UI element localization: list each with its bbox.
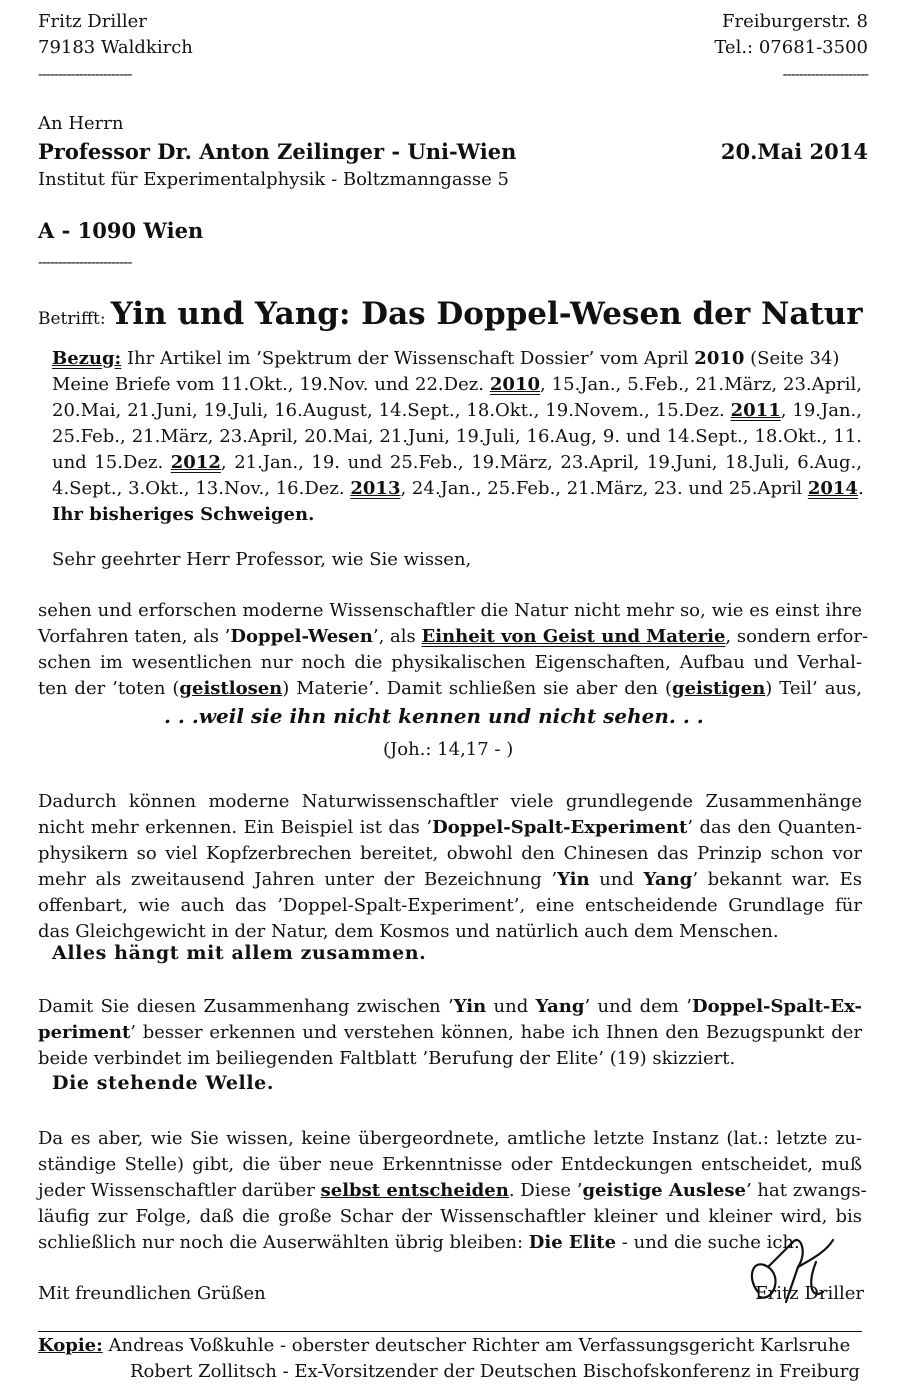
reference-line-2 (52, 373, 862, 397)
text: ) Teil’ aus, (765, 678, 863, 699)
text: und (589, 869, 644, 890)
bold-term: Yin (557, 869, 590, 890)
bold-term: Yin (453, 996, 487, 1017)
text: ’ das den Quanten- (687, 817, 862, 838)
text: ’ und dem ’ (584, 996, 692, 1017)
reference-text: , 19.Jan., (780, 400, 862, 421)
headline-alles: Alles hängt mit allem zusammen. (52, 942, 427, 964)
para2-line-1: Dadurch können moderne Naturwissenschaftler viele grundlegende Zusammenhänge (38, 791, 862, 812)
para1-line-2 (38, 625, 869, 649)
closing: Mit freundlichen Grüßen (38, 1283, 266, 1304)
text: jeder Wissenschaftler darüber (38, 1180, 321, 1201)
underlined-term: geistigen (672, 678, 766, 699)
reference-text: , 24.Jan., 25.Feb., 21.März, 23. und 25.April (400, 478, 808, 499)
sender-dash-right: --------------------- (782, 65, 868, 83)
bible-quote: . . .weil sie ihn nicht kennen und nicht sehen. . . (164, 704, 704, 728)
para2-line-2 (38, 816, 862, 840)
recipient-dash: ----------------------- (38, 253, 132, 271)
letter-date: 20.Mai 2014 (720, 139, 868, 164)
para2-line-3: physikern so viel Kopfzerbrechen bereitet, obwohl den Chinesen das Prinzip schon vor (38, 843, 862, 864)
para1-line-4 (38, 677, 862, 701)
text: ’ bekannt war. Es (692, 869, 863, 890)
reference-text: 20.Mai, 21.Juni, 19.Juli, 16.August, 14.Sept., 18.Okt., 19.Novem., 15.Dez. (52, 400, 731, 421)
para4-line-3 (38, 1179, 867, 1203)
headline-welle: Die stehende Welle. (52, 1072, 275, 1094)
text: ten der ’toten ( (38, 678, 180, 699)
para4-line-1: Da es aber, wie Sie wissen, keine übergeordnete, amtliche letzte Instanz (lat.: letzte zu- (38, 1128, 862, 1149)
text: ) Materie’. Damit schließen sie aber den ( (282, 678, 672, 699)
text: Damit Sie diesen Zusammenhang zwischen ’ (38, 996, 454, 1017)
copy-recipient-1: Andreas Voßkuhle - oberster deutscher Richter am Verfassungsgericht Karlsruhe (102, 1335, 851, 1356)
sender-city: 79183 Waldkirch (38, 37, 193, 58)
para1-line-1: sehen und erforschen moderne Wissenschaftler die Natur nicht mehr so, wie es einst ihre (38, 600, 862, 621)
para2-line-5: offenbart, wie auch das ’Doppel-Spalt-Experiment’, eine entscheidende Grundlage für (38, 895, 862, 916)
year-underlined: 2010 (489, 374, 540, 395)
text: schließlich nur noch die Auserwählten übrig bleiben: (38, 1232, 529, 1253)
reference-label: Bezug: (52, 348, 122, 369)
reference-page: (Seite 34) (744, 348, 840, 369)
reference-line-5 (52, 451, 862, 475)
underlined-term: selbst entscheiden (320, 1180, 509, 1201)
bible-reference: (Joh.: 14,17 - ) (383, 739, 514, 760)
reference-line-6 (52, 477, 862, 501)
para3-line-1 (38, 995, 862, 1019)
reference-line-1 (52, 347, 862, 371)
para4-line-4: läufig zur Folge, daß die große Schar der Wissenschaftler kleiner und kleiner wird, bis (38, 1206, 862, 1227)
bold-term: Doppel-Spalt-Ex- (691, 996, 863, 1017)
year-underlined: 2011 (730, 400, 781, 421)
text: ’, als (372, 626, 422, 647)
text: Vorfahren taten, als ’ (38, 626, 231, 647)
bold-term: Doppel-Spalt-Experiment (432, 817, 688, 838)
signature-name: Fritz Driller (755, 1283, 864, 1304)
subject-lead: Betrifft: (38, 309, 106, 329)
sender-phone: Tel.: 07681-3500 (714, 37, 868, 58)
underlined-term: geistlosen (179, 678, 283, 699)
text: nicht mehr erkennen. Ein Beispiel ist das ’ (38, 817, 433, 838)
reference-text: , 15.Jan., 5.Feb., 21.März, 23.April, (540, 374, 862, 395)
reference-text: . (857, 478, 864, 499)
reference-text: Meine Briefe vom 11.Okt., 19.Nov. und 22.Dez. (52, 374, 490, 395)
sender-name: Fritz Driller (38, 11, 147, 32)
text: ’ besser erkennen und verstehen können, habe ich Ihnen den Bezugspunkt der (130, 1022, 862, 1043)
bold-term: Doppel-Wesen (230, 626, 373, 647)
text: . Diese ’ (508, 1180, 583, 1201)
reference-year: 2010 (694, 348, 745, 369)
reference-text: 4.Sept., 3.Okt., 13.Nov., 16.Dez. (52, 478, 351, 499)
text: mehr als zweitausend Jahren unter der Bezeichnung ’ (38, 869, 558, 890)
text: , sondern erfor- (725, 626, 869, 647)
year-underlined: 2012 (170, 452, 221, 473)
text: und (486, 996, 536, 1017)
para4-line-2: ständige Stelle) gibt, die über neue Erkenntnisse oder Entdeckungen entscheidet, muß (38, 1154, 862, 1175)
copy-divider (38, 1331, 862, 1332)
reference-text: und 15.Dez. (52, 452, 171, 473)
para3-line-3: beide verbindet im beiliegenden Faltblatt ’Berufung der Elite’ (19) skizziert. (38, 1048, 736, 1069)
recipient-name: Professor Dr. Anton Zeilinger - Uni-Wien (38, 139, 517, 164)
para2-line-4 (38, 868, 862, 892)
sender-dash-left: ----------------------- (38, 65, 132, 83)
greeting: Sehr geehrter Herr Professor, wie Sie wissen, (52, 549, 472, 570)
reference-line-7: Ihr bisheriges Schweigen. (52, 504, 315, 525)
reference-text: , 21.Jan., 19. und 25.Feb., 19.März, 23.April, 19.Juni, 18.Juli, 6.Aug., (220, 452, 862, 473)
recipient-institute: Institut für Experimentalphysik - Boltzmanngasse 5 (38, 169, 509, 190)
reference-line-4: 25.Feb., 21.März, 23.April, 20.Mai, 21.Juni, 19.Juli, 16.Aug, 9. und 14.Sept., 18.Okt., 11. (52, 426, 862, 447)
copy-line-2: Robert Zollitsch - Ex-Vorsitzender der Deutschen Bischofskonferenz in Freiburg (130, 1361, 860, 1382)
sender-street: Freiburgerstr. 8 (722, 11, 868, 32)
text: ’ hat zwangs- (745, 1180, 867, 1201)
reference-text: Ihr Artikel im ’Spektrum der Wissenschaft Dossier’ vom April (121, 348, 695, 369)
recipient-salutation: An Herrn (38, 113, 124, 134)
signature-mark-icon (738, 1222, 848, 1312)
bold-term: Yang (643, 869, 693, 890)
reference-line-3 (52, 399, 862, 423)
bold-term: periment (38, 1022, 131, 1043)
year-underlined: 2013 (350, 478, 401, 499)
subject-line (38, 296, 864, 332)
bold-term: geistige Auslese (582, 1180, 746, 1201)
bold-term: Yang (535, 996, 585, 1017)
year-underlined: 2014 (807, 478, 858, 499)
underlined-term: Einheit von Geist und Materie (421, 626, 726, 647)
subject-title: Yin und Yang: Das Doppel-Wesen der Natur (110, 296, 863, 332)
bold-term: Die Elite (528, 1232, 617, 1253)
recipient-city: A - 1090 Wien (38, 218, 204, 243)
para2-line-6: das Gleichgewicht in der Natur, dem Kosmos und natürlich auch dem Menschen. (38, 921, 779, 942)
copy-label: Kopie: (38, 1335, 103, 1356)
para3-line-2 (38, 1021, 862, 1045)
para1-line-3: schen im wesentlichen nur noch die physikalischen Eigenschaften, Aufbau und Verhal- (38, 652, 862, 673)
copy-line-1 (38, 1334, 862, 1358)
text: - und die suche ich. (616, 1232, 800, 1253)
